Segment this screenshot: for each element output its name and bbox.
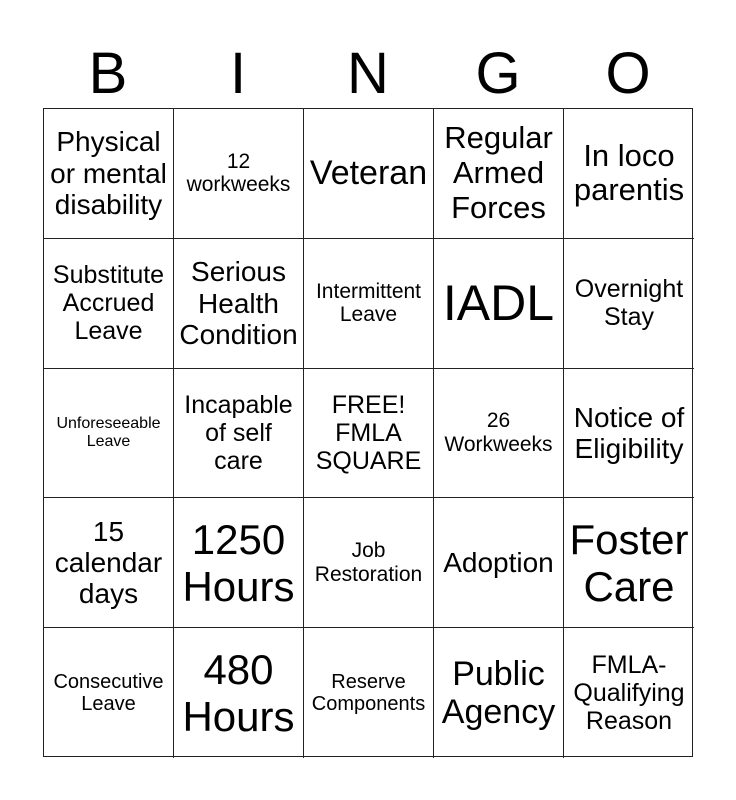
bingo-cell[interactable] bbox=[304, 239, 434, 369]
bingo-cell[interactable] bbox=[304, 628, 434, 758]
cell-label: IADL bbox=[442, 275, 555, 332]
cell-label: Substitute Accrued Leave bbox=[52, 261, 165, 346]
bingo-cell[interactable] bbox=[174, 628, 304, 758]
cell-label: Notice of Eligibility bbox=[573, 401, 685, 464]
cell-label: Veteran bbox=[309, 154, 428, 193]
bingo-cell[interactable] bbox=[174, 109, 304, 239]
bingo-cell[interactable] bbox=[564, 498, 694, 628]
bingo-cell[interactable] bbox=[44, 109, 174, 239]
bingo-cell-free[interactable] bbox=[304, 369, 434, 499]
bingo-header bbox=[43, 40, 693, 108]
cell-label: In loco parentis bbox=[573, 137, 685, 208]
cell-label: Reserve Components bbox=[311, 670, 426, 716]
bingo-cell[interactable] bbox=[174, 239, 304, 369]
cell-label: Regular Armed Forces bbox=[444, 120, 553, 225]
cell-label: 480 Hours bbox=[182, 646, 295, 741]
bingo-cell[interactable] bbox=[564, 369, 694, 499]
header-letter-b: B bbox=[88, 41, 128, 106]
bingo-cell[interactable] bbox=[434, 109, 564, 239]
cell-label: Foster Care bbox=[569, 515, 689, 610]
bingo-cell[interactable] bbox=[44, 239, 174, 369]
cell-label: 1250 Hours bbox=[182, 515, 295, 610]
cell-label: Public Agency bbox=[441, 655, 556, 732]
cell-label: FREE! FMLA SQUARE bbox=[315, 390, 422, 475]
cell-label: 12 workweeks bbox=[186, 149, 291, 197]
cell-label: Overnight Stay bbox=[574, 275, 684, 332]
bingo-cell[interactable] bbox=[304, 498, 434, 628]
header-letter-o: O bbox=[605, 41, 651, 106]
cell-label: Consecutive Leave bbox=[53, 670, 164, 716]
cell-label: 26 Workweeks bbox=[444, 409, 553, 456]
bingo-cell[interactable] bbox=[564, 109, 694, 239]
bingo-cell[interactable] bbox=[564, 628, 694, 758]
cell-label: Serious Health Condition bbox=[179, 256, 298, 350]
bingo-cell[interactable] bbox=[434, 239, 564, 369]
bingo-cell[interactable] bbox=[44, 628, 174, 758]
bingo-cell[interactable] bbox=[304, 109, 434, 239]
bingo-grid bbox=[43, 108, 693, 757]
bingo-cell[interactable] bbox=[434, 369, 564, 499]
cell-label: Job Restoration bbox=[314, 539, 423, 586]
cell-label: Adoption bbox=[443, 547, 554, 579]
bingo-cell[interactable] bbox=[44, 498, 174, 628]
cell-label: Unforeseeable Leave bbox=[56, 415, 161, 450]
bingo-cell[interactable] bbox=[174, 369, 304, 499]
bingo-cell[interactable] bbox=[44, 369, 174, 499]
bingo-cell[interactable] bbox=[434, 628, 564, 758]
bingo-cell[interactable] bbox=[434, 498, 564, 628]
cell-label: 15 calendar days bbox=[54, 515, 163, 610]
cell-label: Incapable of self care bbox=[184, 390, 293, 475]
header-letter-g: G bbox=[475, 41, 521, 106]
header-letter-i: I bbox=[229, 41, 247, 106]
cell-label: Physical or mental disability bbox=[50, 126, 167, 221]
bingo-cell[interactable] bbox=[174, 498, 304, 628]
cell-label: Intermittent Leave bbox=[315, 279, 422, 327]
cell-label: FMLA- Qualifying Reason bbox=[573, 651, 685, 736]
header-letter-n: N bbox=[347, 41, 389, 106]
bingo-cell[interactable] bbox=[564, 239, 694, 369]
